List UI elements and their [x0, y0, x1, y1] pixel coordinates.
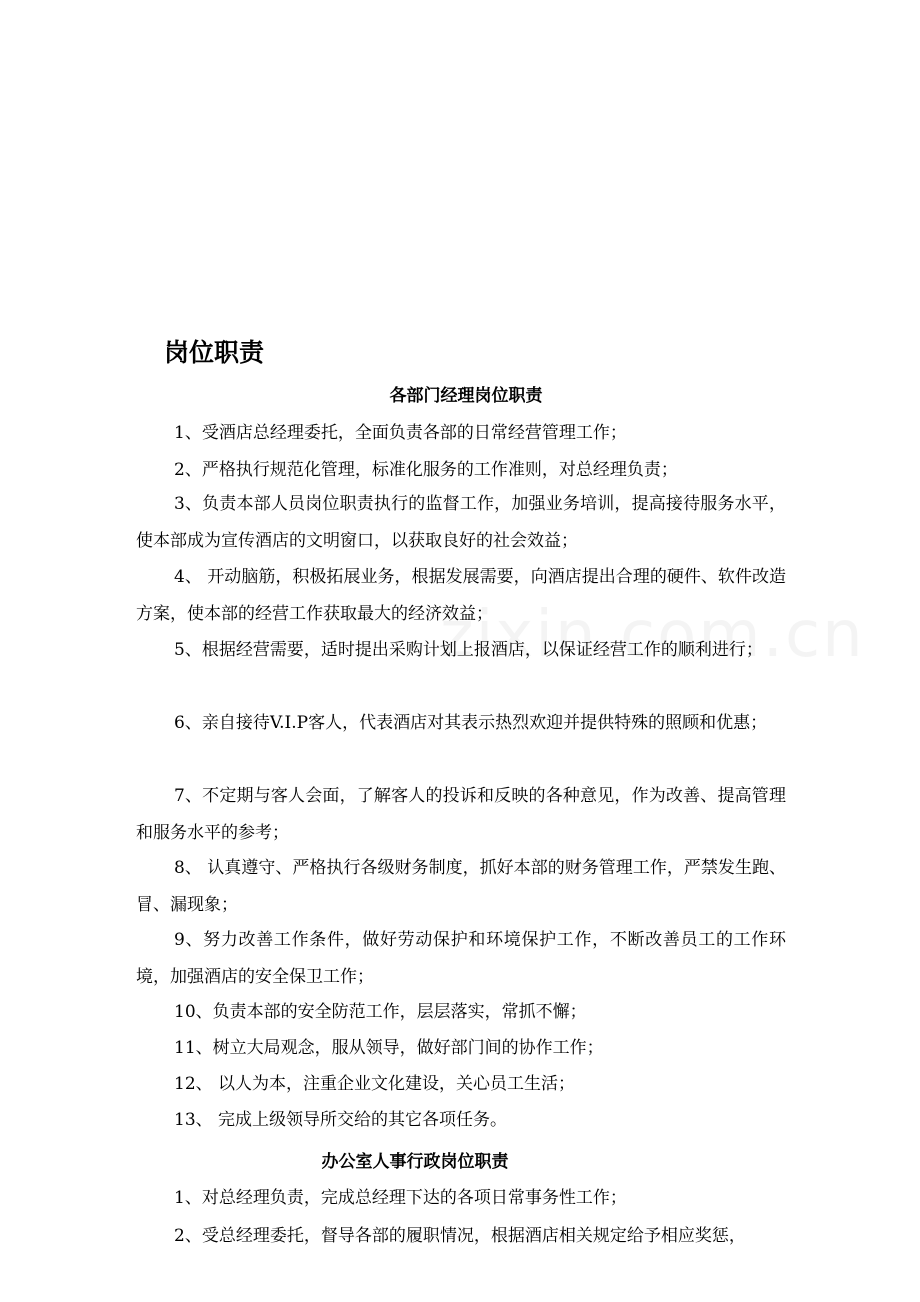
list-item: 7、不定期与客人会面，了解客人的投诉和反映的各种意见，作为改善、提高管理和服务水平的参考； [136, 786, 786, 843]
section-heading-office-admin: 办公室人事行政岗位职责 [321, 1152, 509, 1172]
list-item: 9、努力改善工作条件，做好劳动保护和环境保护工作，不断改善员工的工作环境，加强酒店的安全保卫工作； [136, 930, 786, 987]
list-item: 11、树立大局观念，服从领导，做好部门间的协作工作； [174, 1038, 604, 1058]
list-item: 1、对总经理负责，完成总经理下达的各项日常事务性工作； [174, 1188, 627, 1208]
list-item: 2、受总经理委托，督导各部的履职情况，根据酒店相关规定给予相应奖惩， [174, 1226, 746, 1246]
list-item: 8、 认真遵守、严格执行各级财务制度，抓好本部的财务管理工作，严禁发生跑、冒、漏现象； [136, 858, 786, 915]
list-item: 10、负责本部的安全防范工作，层层落实，常抓不懈； [174, 1002, 587, 1022]
section-heading-managers: 各部门经理岗位职责 [389, 386, 543, 406]
list-item: 1、受酒店总经理委托，全面负责各部的日常经营管理工作； [174, 423, 627, 443]
list-item: 2、严格执行规范化管理，标准化服务的工作准则，对总经理负责； [174, 460, 678, 480]
list-item: 6、亲自接待V.I.P客人，代表酒店对其表示热烈欢迎并提供特殊的照顾和优惠； [174, 713, 768, 733]
list-item: 3、负责本部人员岗位职责执行的监督工作，加强业务培训，提高接待服务水平，使本部成为宣传酒店的文明窗口，以获取良好的社会效益； [136, 494, 786, 551]
list-item: 12、 以人为本，注重企业文化建设，关心员工生活； [174, 1074, 576, 1094]
page-title: 岗位职责 [164, 338, 265, 367]
list-item: 13、 完成上级领导所交给的其它各项任务。 [174, 1110, 508, 1130]
list-item: 5、根据经营需要，适时提出采购计划上报酒店，以保证经营工作的顺利进行； [174, 640, 763, 660]
list-item: 4、 开动脑筋，积极拓展业务，根据发展需要，向酒店提出合理的硬件、软件改造方案，使本部的经营工作获取最大的经济效益； [136, 567, 786, 624]
